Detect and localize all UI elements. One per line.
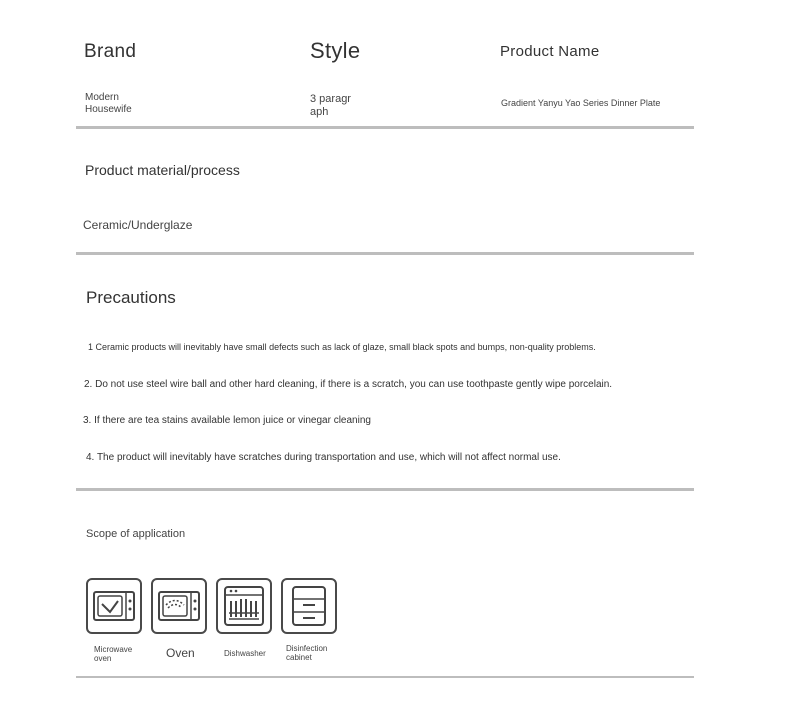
disinfection-cabinet-label-line2: cabinet bbox=[286, 653, 312, 662]
style-header: Style bbox=[310, 38, 361, 63]
microwave-label-line2: oven bbox=[94, 654, 112, 663]
oven-label bbox=[166, 646, 195, 660]
microwave-label-line1: Microwave bbox=[94, 645, 133, 654]
brand-value bbox=[85, 92, 132, 116]
divider bbox=[76, 676, 694, 678]
divider bbox=[76, 252, 694, 255]
oven-icon bbox=[156, 583, 202, 629]
material-value: Ceramic/Underglaze bbox=[83, 218, 193, 232]
disinfection-cabinet-card bbox=[281, 578, 337, 634]
product-name-value: Gradient Yanyu Yao Series Dinner Plate bbox=[501, 98, 661, 108]
scope-title: Scope of application bbox=[86, 528, 186, 540]
precaution-item-3: 3. If there are tea stains available lemon juice or vinegar cleaning bbox=[83, 415, 371, 426]
dishwasher-icon bbox=[221, 583, 267, 629]
dishwasher-label bbox=[224, 649, 266, 658]
brand-header: Brand bbox=[84, 41, 137, 62]
product-name-header: Product Name bbox=[500, 43, 600, 60]
brand-value-line2: Housewife bbox=[85, 104, 132, 115]
style-value-line2: aph bbox=[310, 106, 329, 118]
precaution-item-2: 2. Do not use steel wire ball and other hard cleaning, if there is a scratch, you can use toothpaste gently wipe porcelain. bbox=[84, 379, 613, 390]
divider bbox=[76, 488, 694, 491]
oven-card bbox=[151, 578, 207, 634]
style-value-line1: 3 paragr bbox=[310, 93, 351, 105]
divider bbox=[76, 126, 694, 129]
material-title: Product material/process bbox=[85, 162, 240, 178]
disinfection-cabinet-icon bbox=[286, 583, 332, 629]
precaution-item-4: 4. The product will inevitably have scratches during transportation and use, which will not affect normal use. bbox=[86, 452, 561, 463]
brand-value-line1: Modern bbox=[85, 92, 119, 103]
microwave-label bbox=[94, 645, 132, 663]
precaution-item-1: 1 Ceramic products will inevitably have small defects such as lack of glaze, small black spots and bumps, non-quality problems. bbox=[88, 342, 596, 352]
oven-label-line1: Oven bbox=[166, 646, 195, 660]
precautions-title: Precautions bbox=[86, 288, 176, 307]
dishwasher-label-line1: Dishwasher bbox=[224, 649, 266, 658]
microwave-card bbox=[86, 578, 142, 634]
style-value bbox=[310, 93, 351, 119]
dishwasher-card bbox=[216, 578, 272, 634]
disinfection-cabinet-label-line1: Disinfection bbox=[286, 644, 328, 653]
disinfection-cabinet-label bbox=[286, 644, 327, 662]
microwave-icon bbox=[91, 583, 137, 629]
